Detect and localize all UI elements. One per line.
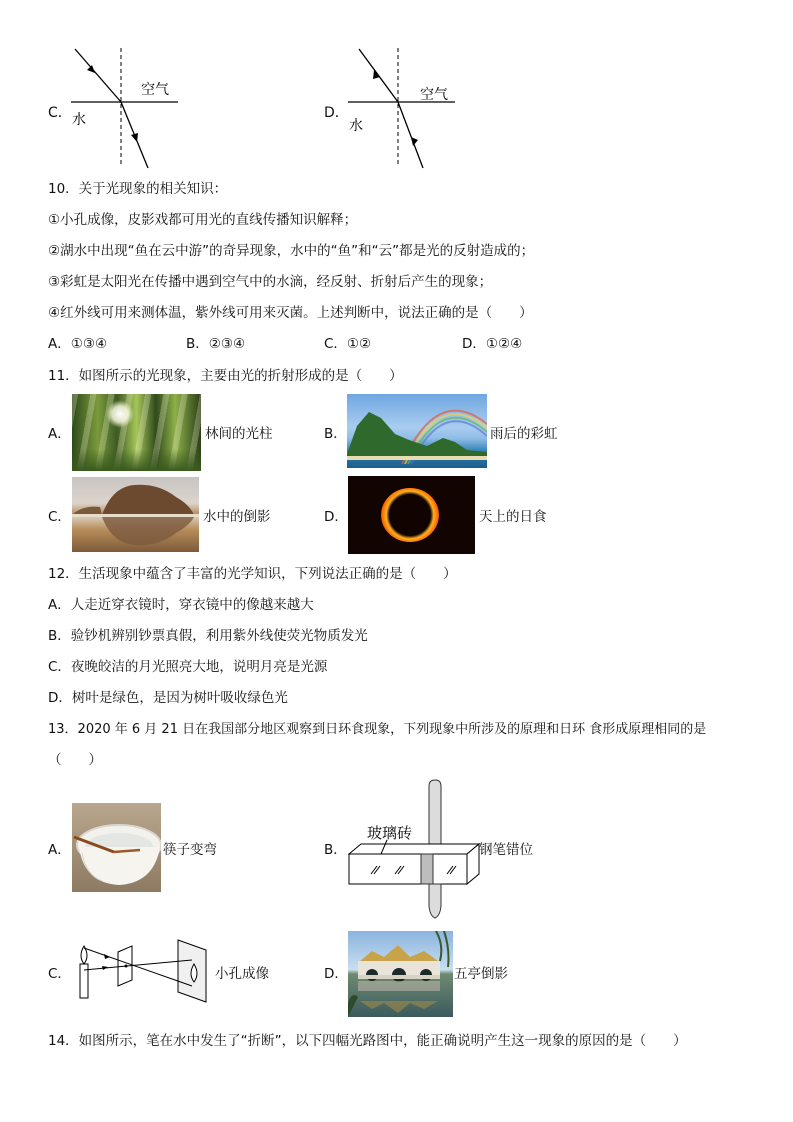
caption-eclipse: 天上的日食 [479,509,547,525]
eclipse-photo [348,476,475,554]
caption-forest-light: 林间的光柱 [205,426,273,442]
water-label: 水 [349,118,363,134]
question-13-stem: 13．2020 年 6 月 21 日在我国部分地区观察到日环食现象，下列现象中所涉及的原理和日环 食形成原理相同的是 [48,722,707,737]
option-c[interactable]: C．夜晚皎洁的月光照亮大地，说明月亮是光源 [48,659,328,675]
statement-4: ④红外线可用来测体温，紫外线可用来灭菌。上述判断中，说法正确的是（ ） [48,305,533,321]
chopsticks-bowl-photo [72,803,161,892]
five-pavilion-photo [348,931,453,1017]
caption-pinhole: 小孔成像 [215,966,269,982]
option-a[interactable]: A．人走近穿衣镜时，穿衣镜中的像越来越大 [48,597,314,613]
air-label: 空气 [420,87,448,103]
rainbow-photo [347,394,487,468]
option-d-label[interactable]: D． [324,966,348,982]
caption-chopsticks: 筷子变弯 [163,842,217,858]
caption-rainbow: 雨后的彩虹 [490,426,558,442]
air-label: 空气 [141,82,169,98]
question-13-stem-bracket: （ ） [48,752,102,768]
option-a-label[interactable]: A． [48,426,71,442]
option-b[interactable]: B．验钞机辨别钞票真假，利用紫外线使荧光物质发光 [48,628,368,644]
refraction-diagram-c [68,46,183,171]
refraction-diagram-d [345,46,460,171]
option-d-label[interactable]: D． [324,509,348,525]
question-14-stem: 14．如图所示，笔在水中发生了“折断”，以下四幅光路图中，能正确说明产生这一现象的原因的是（ ） [48,1033,687,1049]
option-c-label: C． [48,105,72,121]
option-d[interactable]: D．①②④ [462,336,523,352]
option-c[interactable]: C．①② [324,336,372,352]
option-c-label[interactable]: C． [48,509,71,525]
reflection-photo [72,477,199,552]
option-c-label[interactable]: C． [48,966,71,982]
glass-brick-label: 玻璃砖 [367,824,413,842]
statement-1: ①小孔成像，皮影戏都可用光的直线传播知识解释； [48,212,358,228]
option-b[interactable]: B．②③④ [186,336,246,352]
caption-pavilion-reflection: 五亭倒影 [454,966,508,982]
water-label: 水 [72,112,86,128]
statement-3: ③彩虹是太阳光在传播中遇到空气中的水滴，经反射、折射后产生的现象； [48,274,493,290]
option-d-label: D． [324,105,349,121]
glass-brick-pen-diagram [343,778,483,920]
option-a-label[interactable]: A． [48,842,71,858]
question-10-stem: 10．关于光现象的相关知识： [48,181,228,197]
pinhole-camera-diagram [72,936,212,1004]
forest-light-photo [72,394,201,471]
option-b-label[interactable]: B． [324,426,347,442]
question-11-stem: 11．如图所示的光现象，主要由光的折射形成的是（ ） [48,368,403,384]
question-12-stem: 12．生活现象中蕴含了丰富的光学知识，下列说法正确的是（ ） [48,566,457,582]
statement-2: ②湖水中出现“鱼在云中游”的奇异现象，水中的“鱼”和“云”都是光的反射造成的； [48,243,535,259]
option-d[interactable]: D．树叶是绿色，是因为树叶吸收绿色光 [48,690,288,706]
caption-pen-offset: 钢笔错位 [479,842,533,858]
option-b-label[interactable]: B． [324,842,347,858]
caption-reflection: 水中的倒影 [203,509,271,525]
option-a[interactable]: A．①③④ [48,336,108,352]
